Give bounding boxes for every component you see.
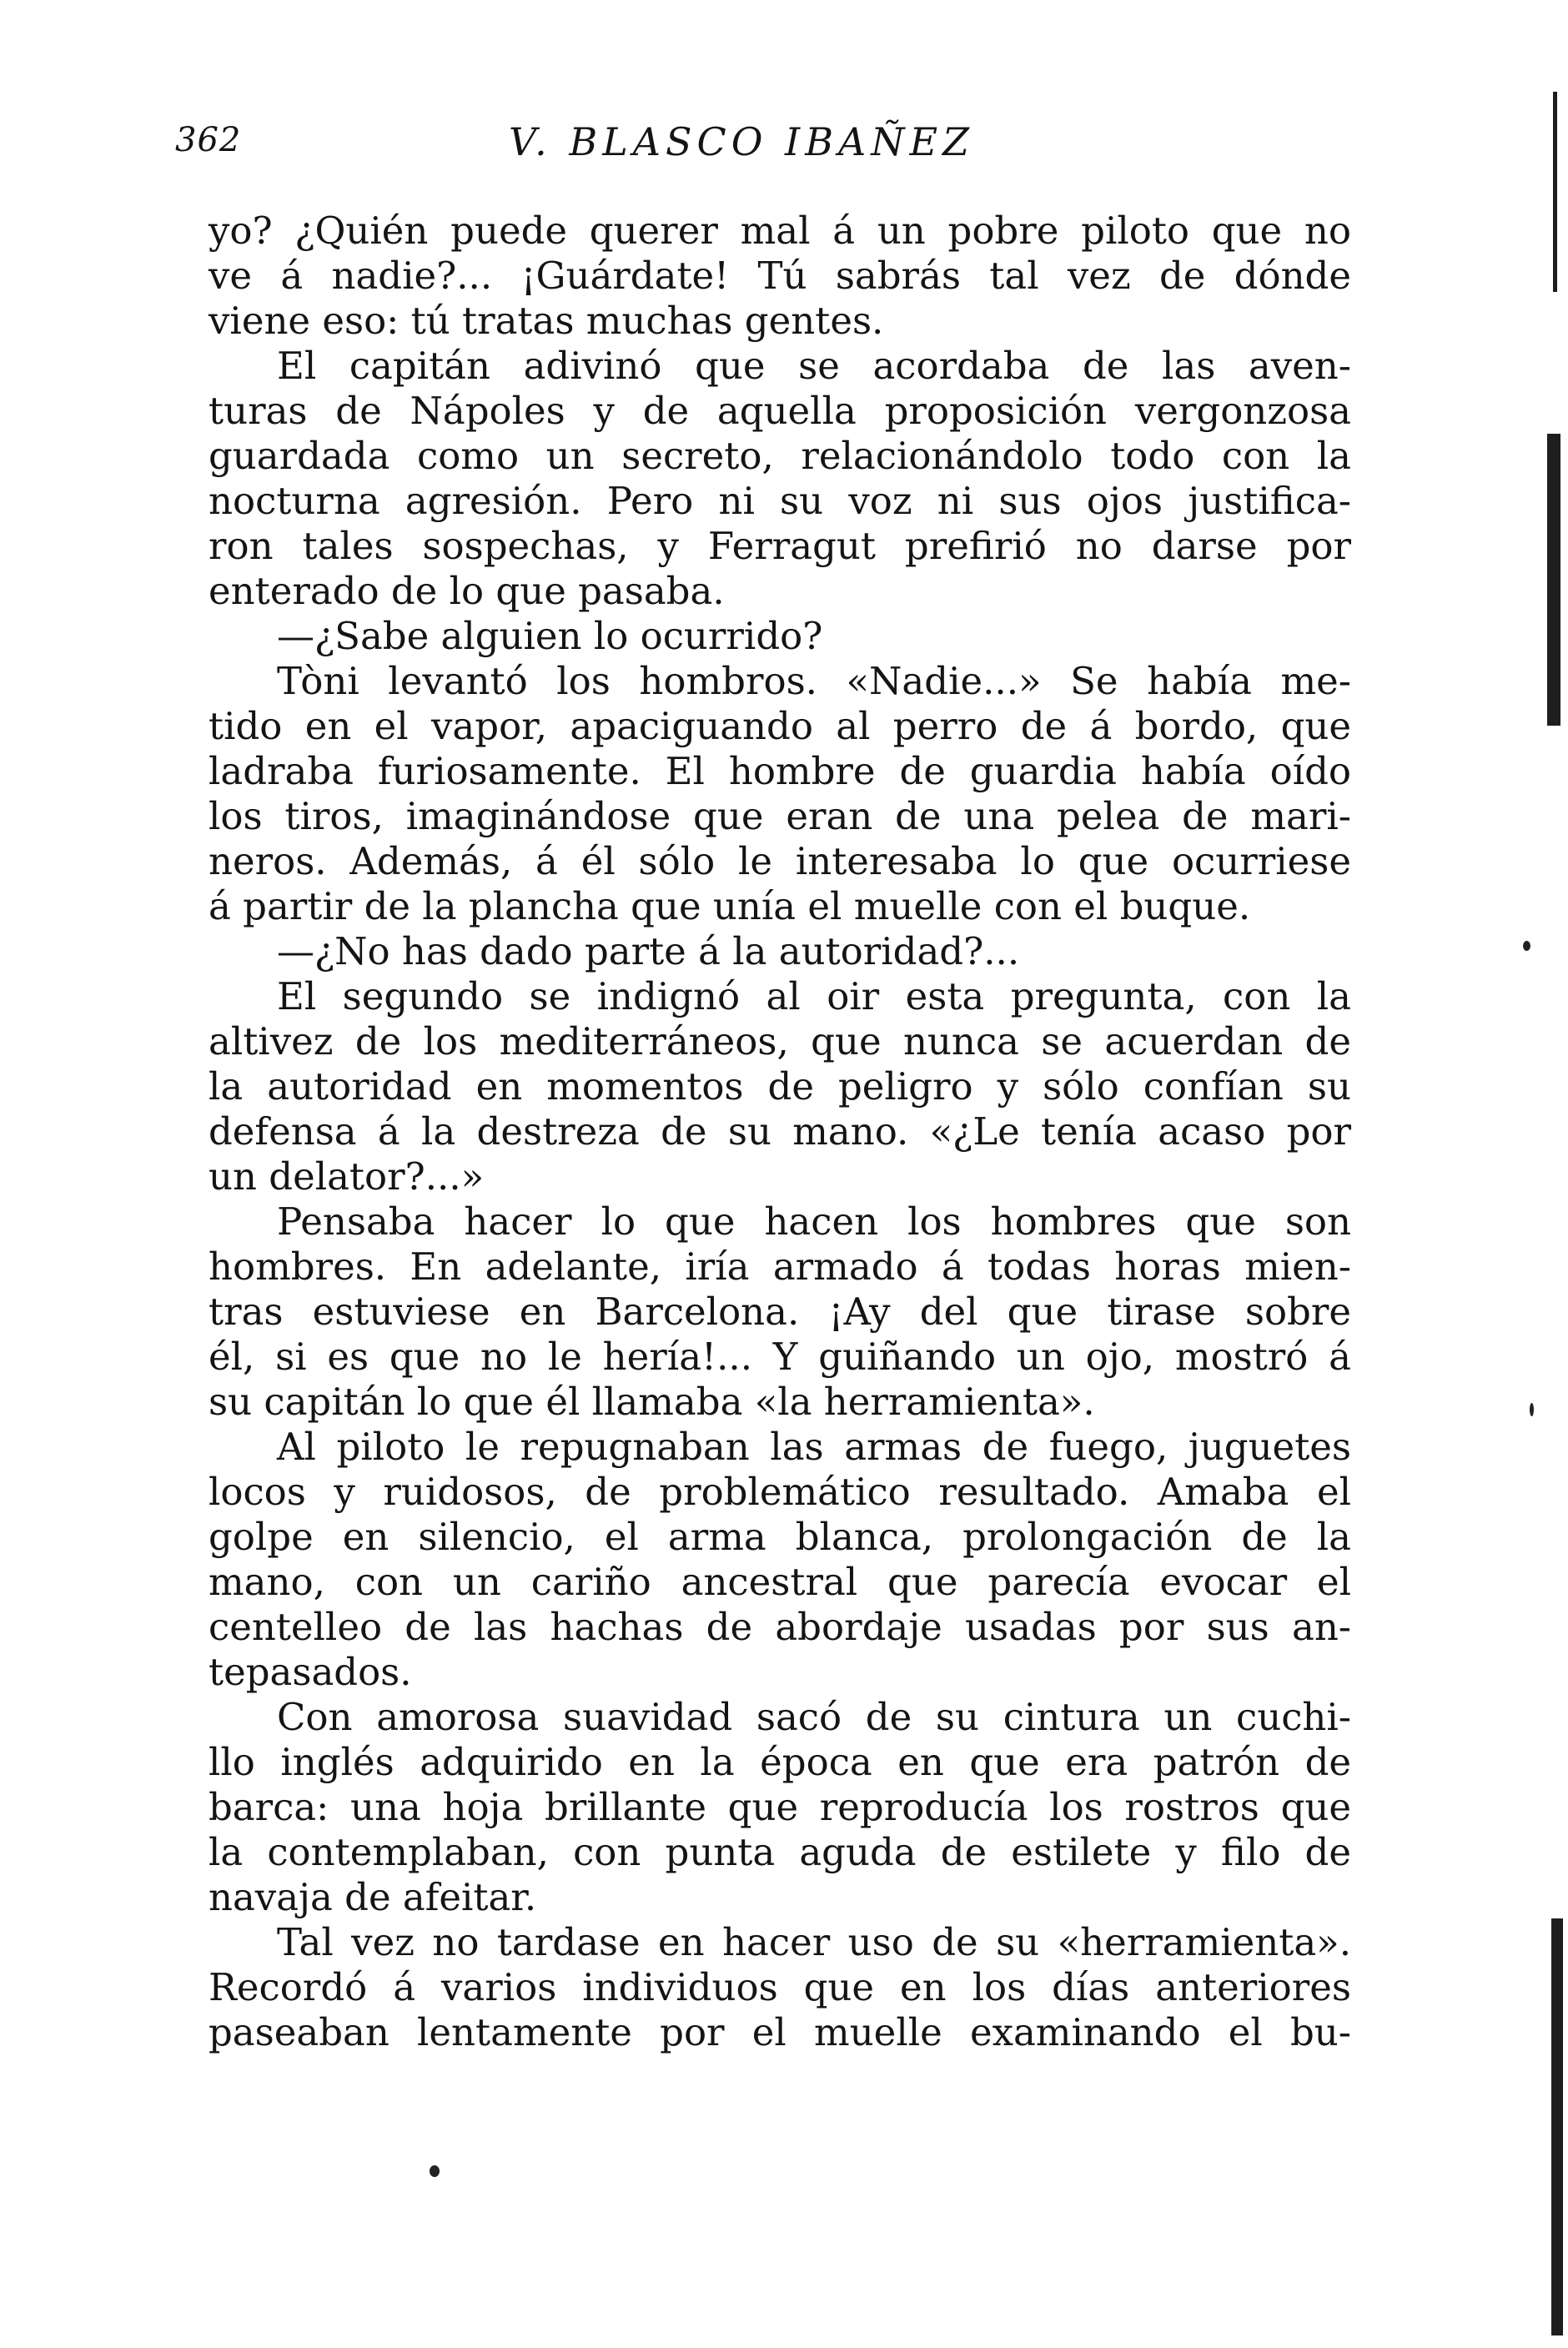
- text-line: locos y ruidosos, de problemático resultado. Amaba el: [209, 1470, 1351, 1514]
- text-line: defensa á la destreza de su mano. «¿Le tenía acaso por: [209, 1109, 1351, 1154]
- text-line: —¿No has dado parte á la autoridad?...: [277, 929, 1020, 973]
- text-line: Con amorosa suavidad sacó de su cintura un cuchi-: [277, 1695, 1351, 1739]
- text-line: Tal vez no tardase en hacer uso de su «herramienta».: [277, 1920, 1351, 1964]
- text-line: El segundo se indignó al oir esta pregunta, con la: [277, 974, 1351, 1018]
- text-line: tepasados.: [209, 1650, 412, 1694]
- text-line: Pensaba hacer lo que hacen los hombres que son: [277, 1199, 1351, 1244]
- text-line: él, si es que no le hería!... Y guiñando un ojo, mostró á: [209, 1335, 1351, 1379]
- text-line: á partir de la plancha que unía el muelle con el buque.: [209, 884, 1251, 928]
- text-line: centelleo de las hachas de abordaje usadas por sus an-: [209, 1605, 1351, 1649]
- running-title: V. BLASCO IBAÑEZ: [509, 119, 975, 164]
- text-line: Tòni levantó los hombros. «Nadie...» Se había me-: [277, 659, 1351, 703]
- scan-edge-mark: [1553, 92, 1557, 292]
- text-line: los tiros, imaginándose que eran de una pelea de mari-: [209, 794, 1351, 838]
- text-line: Al piloto le repugnaban las armas de fuego, juguetes: [277, 1425, 1351, 1469]
- text-line: paseaban lentamente por el muelle examinando el bu-: [209, 2010, 1351, 2054]
- running-head: [175, 113, 1343, 179]
- text-line: tido en el vapor, apaciguando al perro de á bordo, que: [209, 704, 1351, 748]
- text-line: turas de Nápoles y de aquella proposición vergonzosa: [209, 389, 1351, 433]
- page-number: 362: [175, 121, 242, 159]
- text-line: navaja de afeitar.: [209, 1875, 537, 1919]
- text-line: guardada como un secreto, relacionándolo todo con la: [209, 434, 1351, 478]
- text-line: neros. Además, á él sólo le interesaba lo que ocurriese: [209, 839, 1351, 883]
- text-line: yo? ¿Quién puede querer mal á un pobre piloto que no: [209, 209, 1351, 253]
- text-line: viene eso: tú tratas muchas gentes.: [209, 299, 884, 343]
- text-line: la autoridad en momentos de peligro y sólo confían su: [209, 1064, 1351, 1109]
- text-line: la contemplaban, con punta aguda de estilete y filo de: [209, 1830, 1351, 1874]
- text-line: llo inglés adquirido en la época en que era patrón de: [209, 1740, 1351, 1784]
- text-line: un delator?...»: [209, 1154, 485, 1199]
- text-line: ve á nadie?... ¡Guárdate! Tú sabrás tal vez de dónde: [209, 254, 1351, 298]
- text-line: enterado de lo que pasaba.: [209, 569, 725, 613]
- text-line: tras estuviese en Barcelona. ¡Ay del que tirase sobre: [209, 1290, 1351, 1334]
- text-line: altivez de los mediterráneos, que nunca se acuerdan de: [209, 1019, 1351, 1063]
- text-line: ron tales sospechas, y Ferragut prefirió no darse por: [209, 524, 1351, 568]
- scan-edge-mark: [1551, 1918, 1563, 2335]
- text-line: Recordó á varios individuos que en los días anteriores: [209, 1965, 1351, 2009]
- text-line: golpe en silencio, el arma blanca, prolongación de la: [209, 1515, 1351, 1559]
- text-line: El capitán adivinó que se acordaba de las aven-: [277, 344, 1351, 388]
- scan-speck: [1523, 941, 1530, 951]
- text-line: —¿Sabe alguien lo ocurrido?: [277, 614, 823, 658]
- body-text: [209, 209, 1351, 2055]
- scan-edge-mark: [1547, 434, 1560, 726]
- text-line: mano, con un cariño ancestral que parecía evocar el: [209, 1560, 1351, 1604]
- scan-speck: [1530, 1403, 1534, 1416]
- text-line: ladraba furiosamente. El hombre de guardia había oído: [209, 749, 1351, 793]
- text-line: hombres. En adelante, iría armado á todas horas mien-: [209, 1244, 1351, 1289]
- text-line: su capitán lo que él llamaba «la herramienta».: [209, 1380, 1095, 1424]
- text-line: nocturna agresión. Pero ni su voz ni sus ojos justifica-: [209, 479, 1351, 523]
- scan-speck: [430, 2165, 440, 2177]
- text-line: barca: una hoja brillante que reproducía los rostros que: [209, 1785, 1351, 1829]
